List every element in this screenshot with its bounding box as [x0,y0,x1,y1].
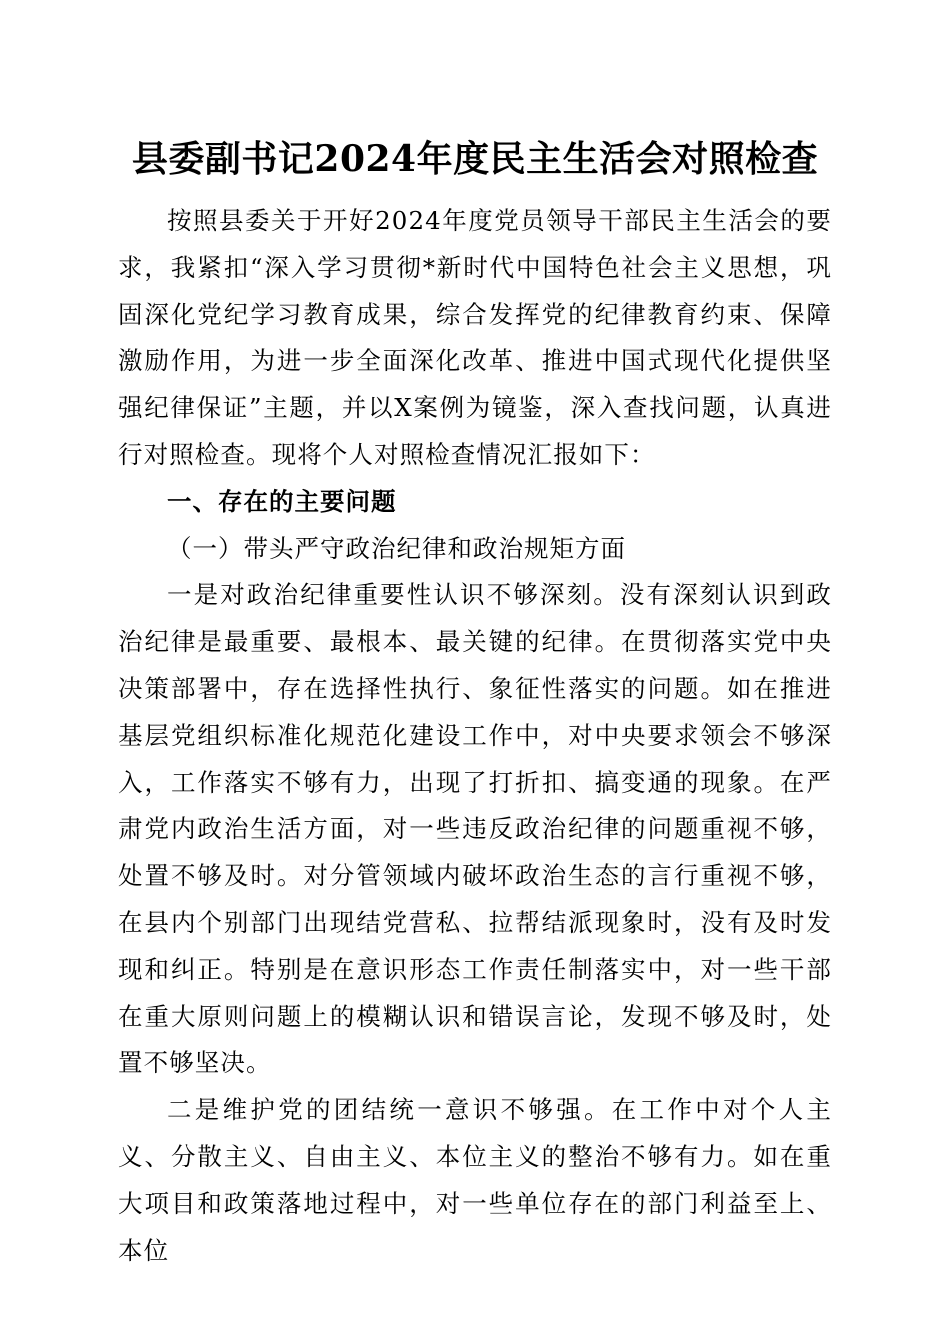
intro-paragraph: 按照县委关于开好2024年度党员领导干部民主生活会的要求，我紧扣“深入学习贯彻*新时代中国特色社会主义思想，巩固深化党纪学习教育成果，综合发挥党的纪律教育约束、保障激励作用，为进一步全面深化改革、推进中国式现代化提供坚强纪律保证”主题，并以X案例为镜鉴，深入查找问题，认真进行对照检查。现将个人对照检查情况汇报如下： [118,206,832,469]
section-heading: 一、存在的主要问题 [167,486,397,516]
subsection-heading: （一）带头严守政治纪律和政治规矩方面 [167,533,626,563]
body-paragraph: 二是维护党的团结统一意识不够强。在工作中对个人主义、分散主义、自由主义、本位主义的整治不够有力。如在重大项目和政策落地过程中，对一些单位存在的部门利益至上、本位 [118,1095,832,1265]
body-paragraph: 一是对政治纪律重要性认识不够深刻。没有深刻认识到政治纪律是最重要、最根本、最关键的纪律。在贯彻落实党中央决策部署中，存在选择性执行、象征性落实的问题。如在推进基层党组织标准化规范化建设工作中，对中央要求领会不够深入，工作落实不够有力，出现了打折扣、搞变通的现象。在严肃党内政治生活方面，对一些违反政治纪律的问题重视不够，处置不够及时。对分管领域内破坏政治生态的言行重视不够，在县内个别部门出现结党营私、拉帮结派现象时，没有及时发现和纠正。特别是在意识形态工作责任制落实中，对一些干部在重大原则问题上的模糊认识和错误言论，发现不够及时，处置不够坚决。 [118,580,832,1078]
document-title: 县委副书记2024年度民主生活会对照检查 [131,138,819,180]
document-body [118,198,832,1274]
